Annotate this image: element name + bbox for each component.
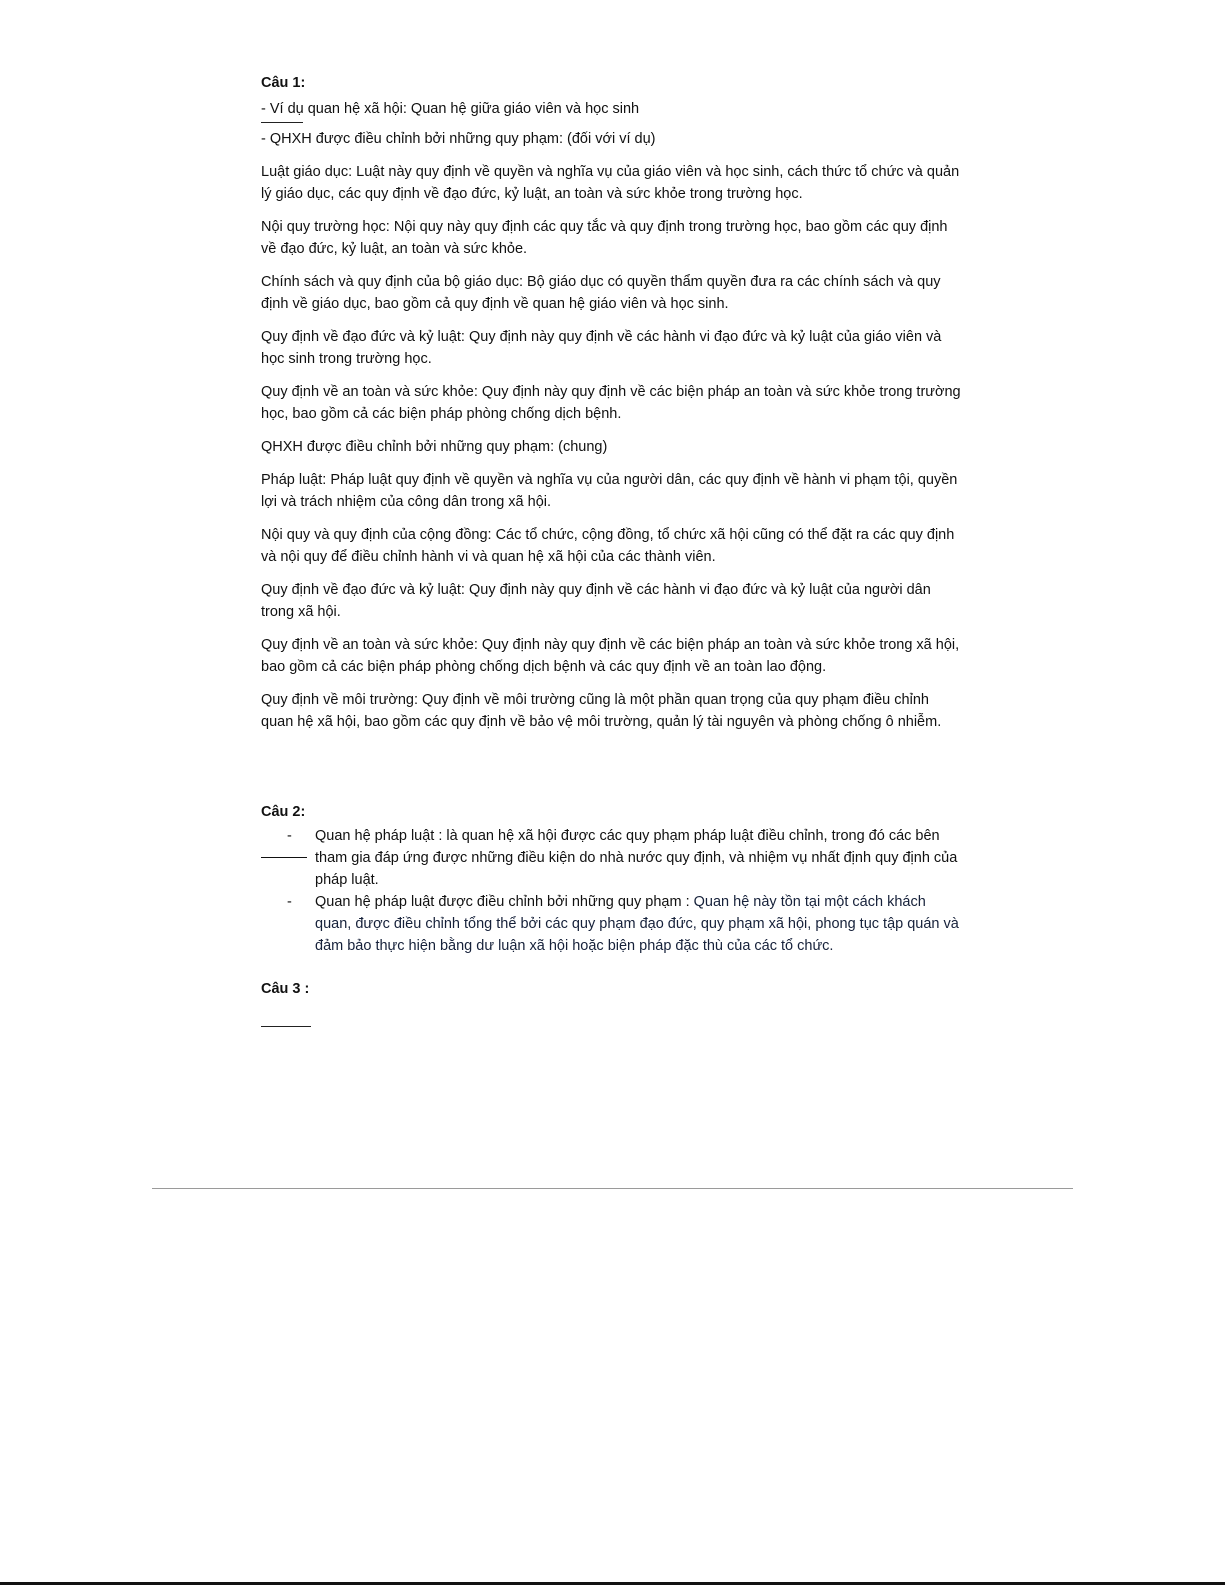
paragraph: Quy định về môi trường: Quy định về môi trường cũng là một phần quan trọng của quy phạm điều chỉnh quan hệ xã hội, bao gồm các quy định về bảo vệ môi trường, quản lý tài nguyên và phòng chống ô nhiễm. — [261, 692, 942, 730]
list-item-text: Quan hệ pháp luật : là quan hệ xã hội được các quy phạm pháp luật điều chỉnh, trong đó các bên tham gia đáp ứng được những điều kiện do nhà nước quy định, và nhiệm vụ nhất định quy định của pháp luật. — [315, 828, 958, 888]
regulated-specific-line: - QHXH được điều chỉnh bởi những quy phạm: (đối với ví dụ) — [261, 131, 656, 147]
list-dash: - — [287, 828, 292, 844]
question-2-list — [261, 825, 961, 957]
paragraph: Pháp luật: Pháp luật quy định về quyền và nghĩa vụ của người dân, các quy định về hành vi phạm tội, quyền lợi và trách nhiệm của công dân trong xã hội. — [261, 472, 958, 510]
short-rule — [261, 122, 303, 123]
regulated-general-line: QHXH được điều chỉnh bởi những quy phạm: (chung) — [261, 439, 608, 455]
list-item — [261, 825, 961, 891]
list-dash: - — [287, 894, 292, 910]
paragraph: Nội quy và quy định của cộng đồng: Các tổ chức, cộng đồng, tổ chức xã hội cũng có thể đặt ra các quy định và nội quy để điều chỉnh hành vi và quan hệ xã hội của các thành viên. — [261, 527, 955, 565]
page-divider — [152, 1188, 1073, 1189]
paragraph: Luật giáo dục: Luật này quy định về quyền và nghĩa vụ của giáo viên và học sinh, cách thức tổ chức và quản lý giáo dục, các quy định về đạo đức, kỷ luật, an toàn và sức khỏe trong trường học. — [261, 164, 960, 202]
paragraph: Quy định về đạo đức và kỷ luật: Quy định này quy định về các hành vi đạo đức và kỷ luật của giáo viên và học sinh trong trường học. — [261, 329, 942, 367]
question-3-section — [261, 978, 961, 1027]
answer-blank-rule — [261, 1026, 311, 1027]
paragraph: Quy định về đạo đức và kỷ luật: Quy định này quy định về các hành vi đạo đức và kỷ luật của người dân trong xã hội. — [261, 582, 931, 620]
list-item — [261, 891, 961, 957]
paragraph: Quy định về an toàn và sức khỏe: Quy định này quy định về các biện pháp an toàn và sức khỏe trong trường học, bao gồm cả các biện pháp phòng chống dịch bệnh. — [261, 384, 961, 422]
example-line: - Ví dụ quan hệ xã hội: Quan hệ giữa giáo viên và học sinh — [261, 101, 640, 117]
paragraph: Nội quy trường học: Nội quy này quy định các quy tắc và quy định trong trường học, bao gồm các quy định về đạo đức, kỷ luật, an toàn và sức khỏe. — [261, 219, 948, 257]
question-2-heading: Câu 2: — [261, 804, 306, 820]
question-1-section — [261, 72, 961, 744]
question-2-section — [261, 801, 961, 957]
question-1-heading: Câu 1: — [261, 75, 306, 91]
paragraph: Chính sách và quy định của bộ giáo dục: Bộ giáo dục có quyền thẩm quyền đưa ra các chính sách và quy định về giáo dục, bao gồm cả quy định về quan hệ giáo viên và học sinh. — [261, 274, 941, 312]
list-item-term: Quan hệ pháp luật được điều chỉnh bởi những quy phạm : — [315, 894, 694, 910]
question-3-heading: Câu 3 : — [261, 981, 310, 997]
list-item-description: Quan hệ này tồn tại một cách khách quan, được điều chỉnh tổng thể bởi các quy phạm đạo đức, quy phạm xã hội, phong tục tập quán và đảm bảo thực hiện bằng dư luận xã hội hoặc biện pháp đặc thù của các tổ chức. — [315, 894, 959, 954]
paragraph: Quy định về an toàn và sức khỏe: Quy định này quy định về các biện pháp an toàn và sức khỏe trong xã hội, bao gồm cả các biện pháp phòng chống dịch bệnh và các quy định về an toàn lao động. — [261, 637, 960, 675]
